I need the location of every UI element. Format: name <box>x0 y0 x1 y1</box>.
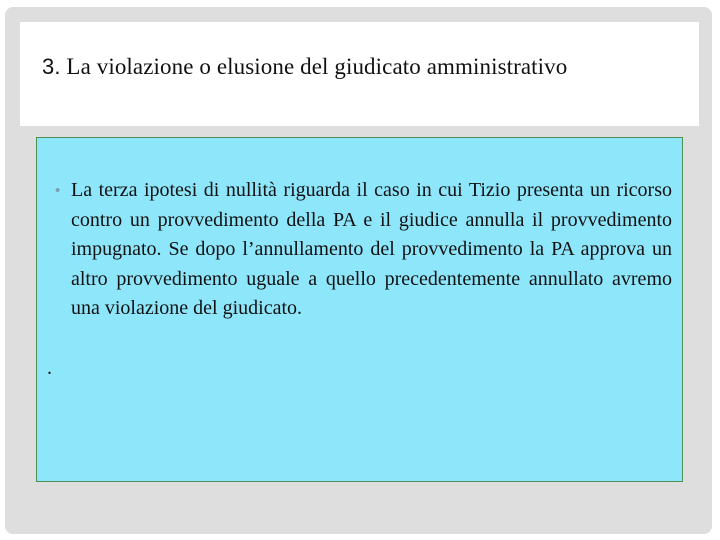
title-text: La violazione o elusione del giudicato amministrativo <box>66 54 568 79</box>
bullet-item <box>55 176 672 324</box>
bullet-text: La terza ipotesi di nullità riguarda il caso in cui Tizio presenta un ricorso contro un provvedimento della PA e il giudice annulla il provvedimento impugnato. Se dopo l’annullamento del provvedimento la PA approva un altro provvedimento uguale a quello precedentemente annullato avremo una violazione del giudicato. <box>71 179 672 319</box>
bullet-marker: • <box>55 182 61 199</box>
trailing-text: . <box>47 357 52 379</box>
content-box <box>36 137 683 482</box>
slide-title <box>42 54 692 80</box>
title-number: 3. <box>42 54 61 79</box>
